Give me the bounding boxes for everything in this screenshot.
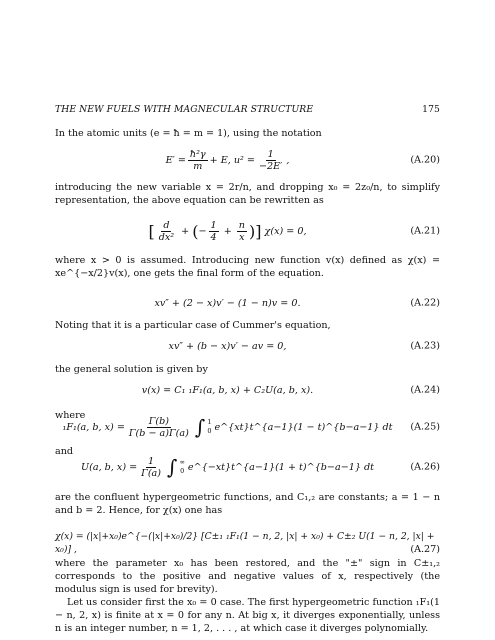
- running-title: THE NEW FUELS WITH MAGNECULAR STRUCTURE: [55, 104, 314, 115]
- paragraph-8: are the confluent hypergeometric functions, and C₁,₂ are constants; a = 1 − n and b = 2. Hence, for χ(x) one has: [55, 492, 440, 516]
- equation-tag: (A.27): [410, 544, 440, 555]
- equation-tag: (A.23): [410, 340, 440, 352]
- equation-a23: xv″ + (b − x)v′ − av = 0, (A.23): [168, 340, 440, 352]
- paragraph-4: Noting that it is a particular case of Cummer's equation,: [55, 320, 331, 331]
- equation-a26: U(a, b, x) = $\frac{1}{\Gamma(a)}$ ∫ ∞ 0 e^{−xt}t^{a−1}(1 + t)^{b−a−1} dt (A.26): [81, 455, 440, 479]
- equation-a27: χ(x) = (|x|+x₀)e^{−(|x|+x₀)/2} [C±₁ ₁F₁(1 − n, 2, |x| + x₀) + C±₂ U(1 − n, 2, |x| + x₀)] ,: [55, 531, 435, 555]
- where-label: where: [55, 410, 86, 421]
- paragraph-5: the general solution is given by: [55, 364, 208, 375]
- and-label: and: [55, 446, 74, 457]
- equation-a24: v(x) = C₁ ₁F₁(a, b, x) + C₂U(a, b, x). (A.24): [141, 384, 440, 396]
- equation-a21: [ $\frac{d}{\text{dx²}}$ + ( − $\frac{1}{4}$ + $\frac{n}{x}$ ) ] χ(x) = 0, (A.21): [148, 219, 440, 243]
- equation-tag: (A.26): [410, 461, 440, 473]
- running-header: [55, 104, 440, 115]
- page-number: 175: [422, 104, 440, 115]
- equation-tag: (A.20): [410, 154, 440, 166]
- equation-a22: xv″ + (2 − x)v′ − (1 − n)v = 0. (A.22): [154, 297, 440, 309]
- paragraph-2: introducing the new variable x = 2r/n, and dropping x₀ = 2z₀/n, to simplify representation, the above equation can be rewritten as: [55, 182, 440, 206]
- paragraph-9: where the parameter x₀ has been restored, and the "±" sign in C±₁,₂ corresponds to the positive and negative values of x, respectively (the modulus sign is used for brevity).: [55, 558, 440, 595]
- paragraph-3: where x > 0 is assumed. Introducing new function v(x) defined as χ(x) = xe^{−x/2}v(x), one gets the final form of the equation.: [55, 255, 440, 279]
- equation-tag: (A.22): [410, 297, 440, 309]
- equation-a20: E′ = $\frac{\text{ħ²γ}}{m}$ + E, u² = $\frac{1}{-2E'}$ , (A.20): [165, 148, 440, 172]
- equation-a25: ₁F₁(a, b, x) = $\frac{\Gamma(b)}{\Gamma(b - a)\Gamma(a)}$ ∫ 1 0 e^{xt}t^{a−1}(1 − t)^{b−a−1} dt (A.25): [62, 415, 440, 439]
- equation-tag: (A.25): [410, 421, 440, 433]
- equation-tag: (A.21): [410, 225, 440, 237]
- paragraph-1: In the atomic units (e = ħ = m = 1), using the notation: [55, 128, 322, 139]
- equation-tag: (A.24): [410, 384, 440, 396]
- paragraph-10: Let us consider first the x₀ = 0 case. The first hypergeometric function ₁F₁(1 − n, 2, x) is finite at x = 0 for any n. At big x, it diverges exponentially, unless n is an integer number, n = 1, 2, . . . , at which case it diverges polynomially.: [55, 597, 440, 634]
